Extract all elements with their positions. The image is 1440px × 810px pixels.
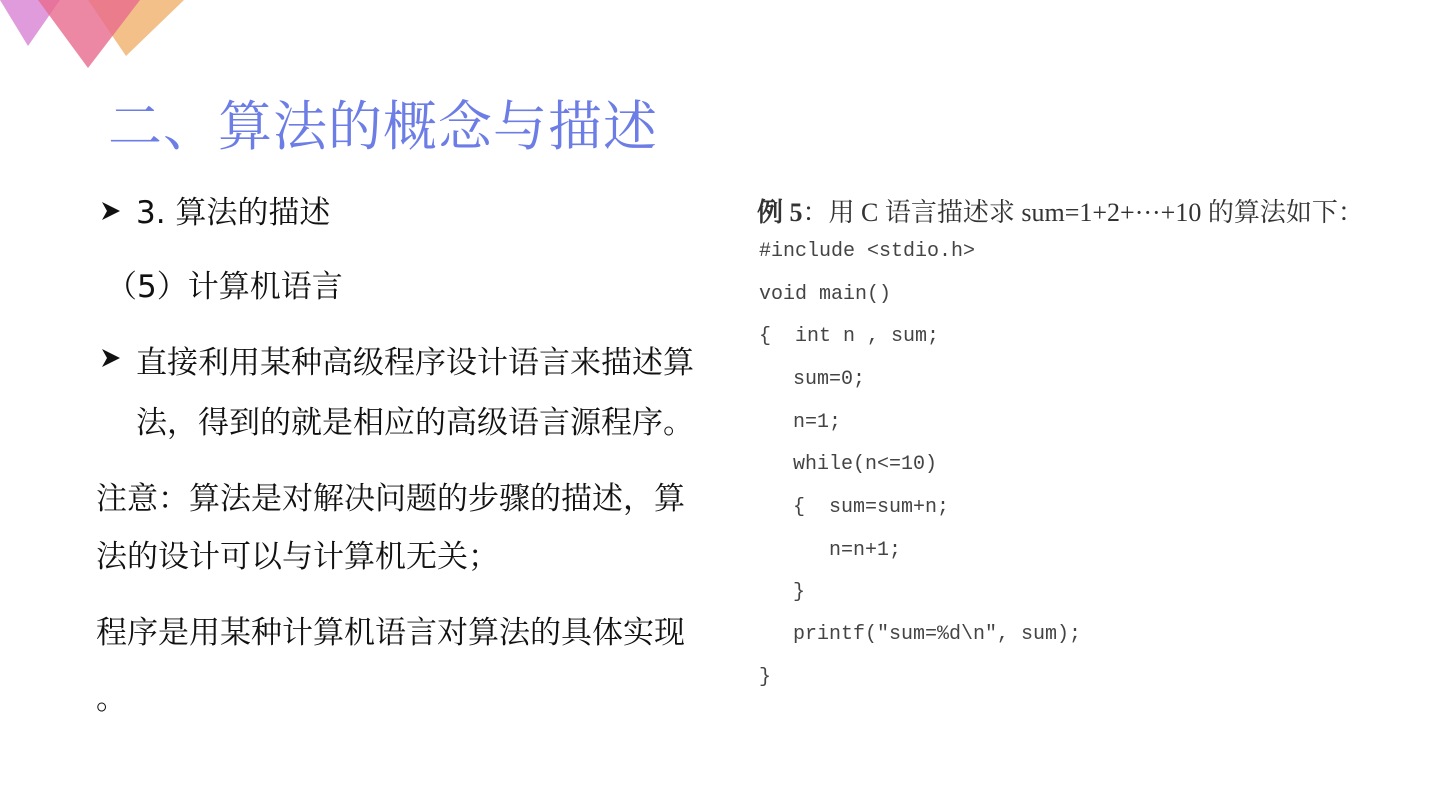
- arrow-bullet-icon: [100, 347, 122, 369]
- code-line: void main(): [759, 283, 892, 306]
- subheading-computer-language: （5）计算机语言: [106, 269, 343, 305]
- bullet-high-level-language: 直接利用某种高级程序设计语言来描述算: [136, 345, 694, 381]
- code-line: printf("sum=%d\n", sum);: [757, 623, 1082, 646]
- example-caption: [757, 192, 1364, 229]
- program-definition-line: 程序是用某种计算机语言对算法的具体实现: [96, 615, 685, 651]
- code-line: { sum=sum+n;: [757, 496, 950, 519]
- slide-title: 二、算法的概念与描述: [108, 95, 658, 158]
- arrow-bullet-icon: [100, 200, 122, 222]
- code-line: { int n , sum;: [759, 325, 940, 348]
- code-line: n=n+1;: [757, 539, 902, 562]
- code-line: while(n<=10): [757, 453, 938, 476]
- code-line: n=1;: [757, 411, 842, 434]
- corner-triangles-decoration: [0, 0, 200, 75]
- example-text: 用 C 语言描述求 sum=1+2+···+10 的算法如下：: [828, 198, 1364, 227]
- code-line: #include <stdio.h>: [759, 240, 976, 263]
- code-line: }: [759, 666, 772, 689]
- note-line-cont: 法的设计可以与计算机无关；: [96, 539, 499, 575]
- example-colon: ：: [802, 198, 829, 227]
- code-line: }: [757, 581, 806, 604]
- code-line: sum=0;: [757, 368, 866, 391]
- bullet-algorithm-description: 3. 算法的描述: [136, 195, 331, 231]
- bullet-high-level-language-cont: 法，得到的就是相应的高级语言源程序。: [136, 405, 694, 441]
- note-line: 注意：算法是对解决问题的步骤的描述，算: [96, 481, 685, 517]
- example-label: 例 5: [757, 198, 803, 227]
- program-definition-line-cont: 。: [96, 681, 127, 717]
